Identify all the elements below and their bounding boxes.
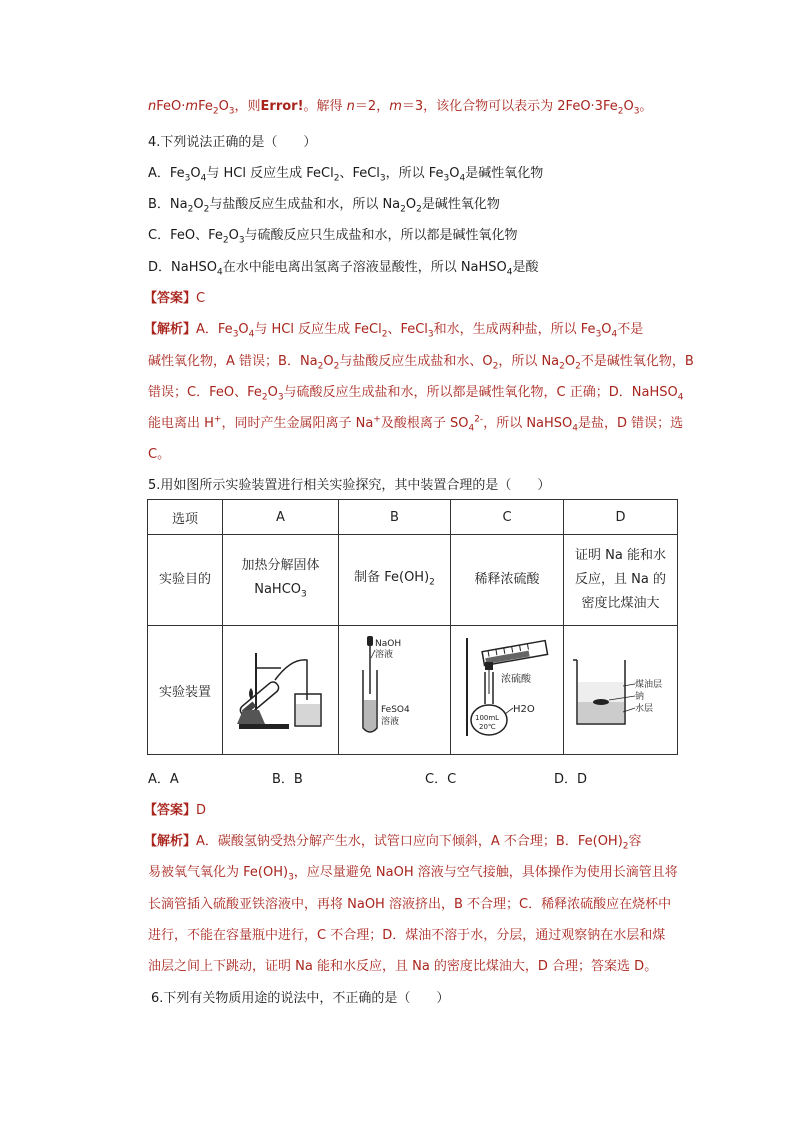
question-5-option-b: B．B (272, 772, 303, 787)
apparatus-c-dilution-diagram (455, 632, 559, 744)
question-5-option-d: D．D (554, 772, 588, 787)
question-5-analysis-line-4: 进行，不能在容量瓶中进行，C 不合理；D．煤油不溶于水，分层，通过观察钠在水层和煤 (148, 928, 666, 943)
question-6-stem: 6.下列有关物质用途的说法中，不正确的是（ ） (151, 991, 450, 1006)
question-4-analysis-line-5: C。 (148, 447, 171, 462)
table-header-option: 选项 (148, 500, 223, 535)
experiment-table (147, 499, 678, 755)
question-4-answer: 【答案】C (144, 291, 206, 306)
question-4-stem: 4.下列说法正确的是（ ） (148, 135, 317, 150)
table-cell-purpose-d: 证明 Na 能和水 反应，且 Na 的 密度比煤油大 (564, 535, 678, 626)
apparatus-b-testtube-diagram (345, 632, 445, 744)
table-header-d: D (564, 500, 678, 535)
question-4-analysis-line-4: 能电离出 H+，同时产生金属阳离子 Na+及酸根离子 $SO_4^{2-}$，所以 NaHSO$_4$是盐，D 错误；选 (148, 414, 684, 434)
question-4-option-b: B．$Na_2O_2$与盐酸反应生成盐和水，所以 $Na_2O_2$是碱性氧化物 (148, 197, 500, 215)
apparatus-c-label-water: H2O (513, 704, 535, 715)
apparatus-d-label-kerosene: 煤油层 (634, 680, 662, 690)
apparatus-d-label-sodium: 钠 (634, 692, 644, 702)
table-cell-apparatus-d (564, 626, 678, 755)
apparatus-b-label-naoh: NaOH (374, 639, 401, 649)
continued-answer-line: $nFeO\cdot mFe_2O_3$，则Error!。解得 n＝2，m＝3，该化合物可以表示为 $2FeO\cdot 3Fe_2O_3$。 (148, 99, 653, 117)
question-5-analysis-line-5: 油层之间上下跳动，证明 Na 能和水反应，且 Na 的密度比煤油大，D 合理；答案选 D。 (148, 959, 658, 974)
question-5-option-a: A．A (148, 772, 179, 787)
apparatus-b-label-solution-bottom: 溶液 (380, 717, 399, 727)
table-cell-purpose-a: 加热分解固体 NaHCO$_3$ (223, 535, 339, 626)
question-5-answer: 【答案】D (144, 803, 207, 818)
table-cell-purpose-b: 制备 $Fe(OH)_2$ (339, 535, 451, 626)
table-cell-apparatus-c (451, 626, 564, 755)
question-4-analysis-line-1: 【解析】A．$Fe_3O_4$与 HCl 反应生成 FeCl$_2$、FeCl$_3$和水，生成两种盐，所以 $Fe_3O_4$不是 (144, 322, 644, 340)
question-4-option-c: C．FeO、$Fe_2O_3$与硫酸反应只生成盐和水，所以都是碱性氧化物 (148, 228, 518, 246)
table-header-a: A (223, 500, 339, 535)
apparatus-c-label-temp: 20℃ (479, 723, 496, 731)
table-header-b: B (339, 500, 451, 535)
table-cell-purpose-c: 稀释浓硫酸 (451, 535, 564, 626)
apparatus-d-label-water-layer: 水层 (634, 704, 653, 714)
apparatus-b-label-feso4: FeSO4 (380, 705, 410, 715)
apparatus-c-label-acid: 浓硫酸 (501, 674, 531, 685)
question-4-analysis-line-3: 错误；C．FeO、$Fe_2O_3$与硫酸反应生成盐和水，所以都是碱性氧化物，C 正确；D．NaHSO$_4$ (148, 385, 684, 403)
question-5-analysis-line-3: 长滴管插入硫酸亚铁溶液中，再将 NaOH 溶液挤出，B 不合理；C．稀释浓硫酸应在烧杯中 (148, 897, 672, 912)
table-row-apparatus-label: 实验装置 (148, 626, 223, 755)
table-cell-apparatus-a (223, 626, 339, 755)
table-row-purpose-label: 实验目的 (148, 535, 223, 626)
apparatus-d-beaker-diagram (569, 638, 673, 738)
apparatus-c-label-volume: 100mL (475, 714, 500, 722)
question-5-analysis-line-2: 易被氧气氧化为 $Fe(OH)_3$，应尽量避免 NaOH 溶液与空气接触，具体操作为使用长滴管且将 (148, 865, 678, 883)
table-cell-apparatus-b (339, 626, 451, 755)
question-5-option-c: C．C (425, 772, 457, 787)
question-5-analysis-line-1: 【解析】A．碳酸氢钠受热分解产生水，试管口应向下倾斜，A 不合理；B．$Fe(OH)_2$容 (144, 834, 642, 852)
apparatus-b-label-solution-top: 溶液 (374, 650, 393, 660)
question-4-option-a: A．$Fe_3O_4$与 HCl 反应生成 FeCl$_2$、FeCl$_3$，所以 $Fe_3O_4$是碱性氧化物 (148, 166, 544, 184)
question-5-stem: 5.用如图所示实验装置进行相关实验探究，其中装置合理的是（ ） (148, 478, 551, 493)
question-4-option-d: D．NaHSO$_4$在水中能电离出氢离子溶液显酸性，所以 NaHSO$_4$是酸 (148, 260, 539, 278)
table-header-c: C (451, 500, 564, 535)
question-4-analysis-line-2: 碱性氧化物，A 错误；B．$Na_2O_2$与盐酸反应生成盐和水、$O_2$，所以 $Na_2O_2$不是碱性氧化物，B (148, 354, 694, 372)
apparatus-a-heating-diagram (231, 638, 331, 738)
